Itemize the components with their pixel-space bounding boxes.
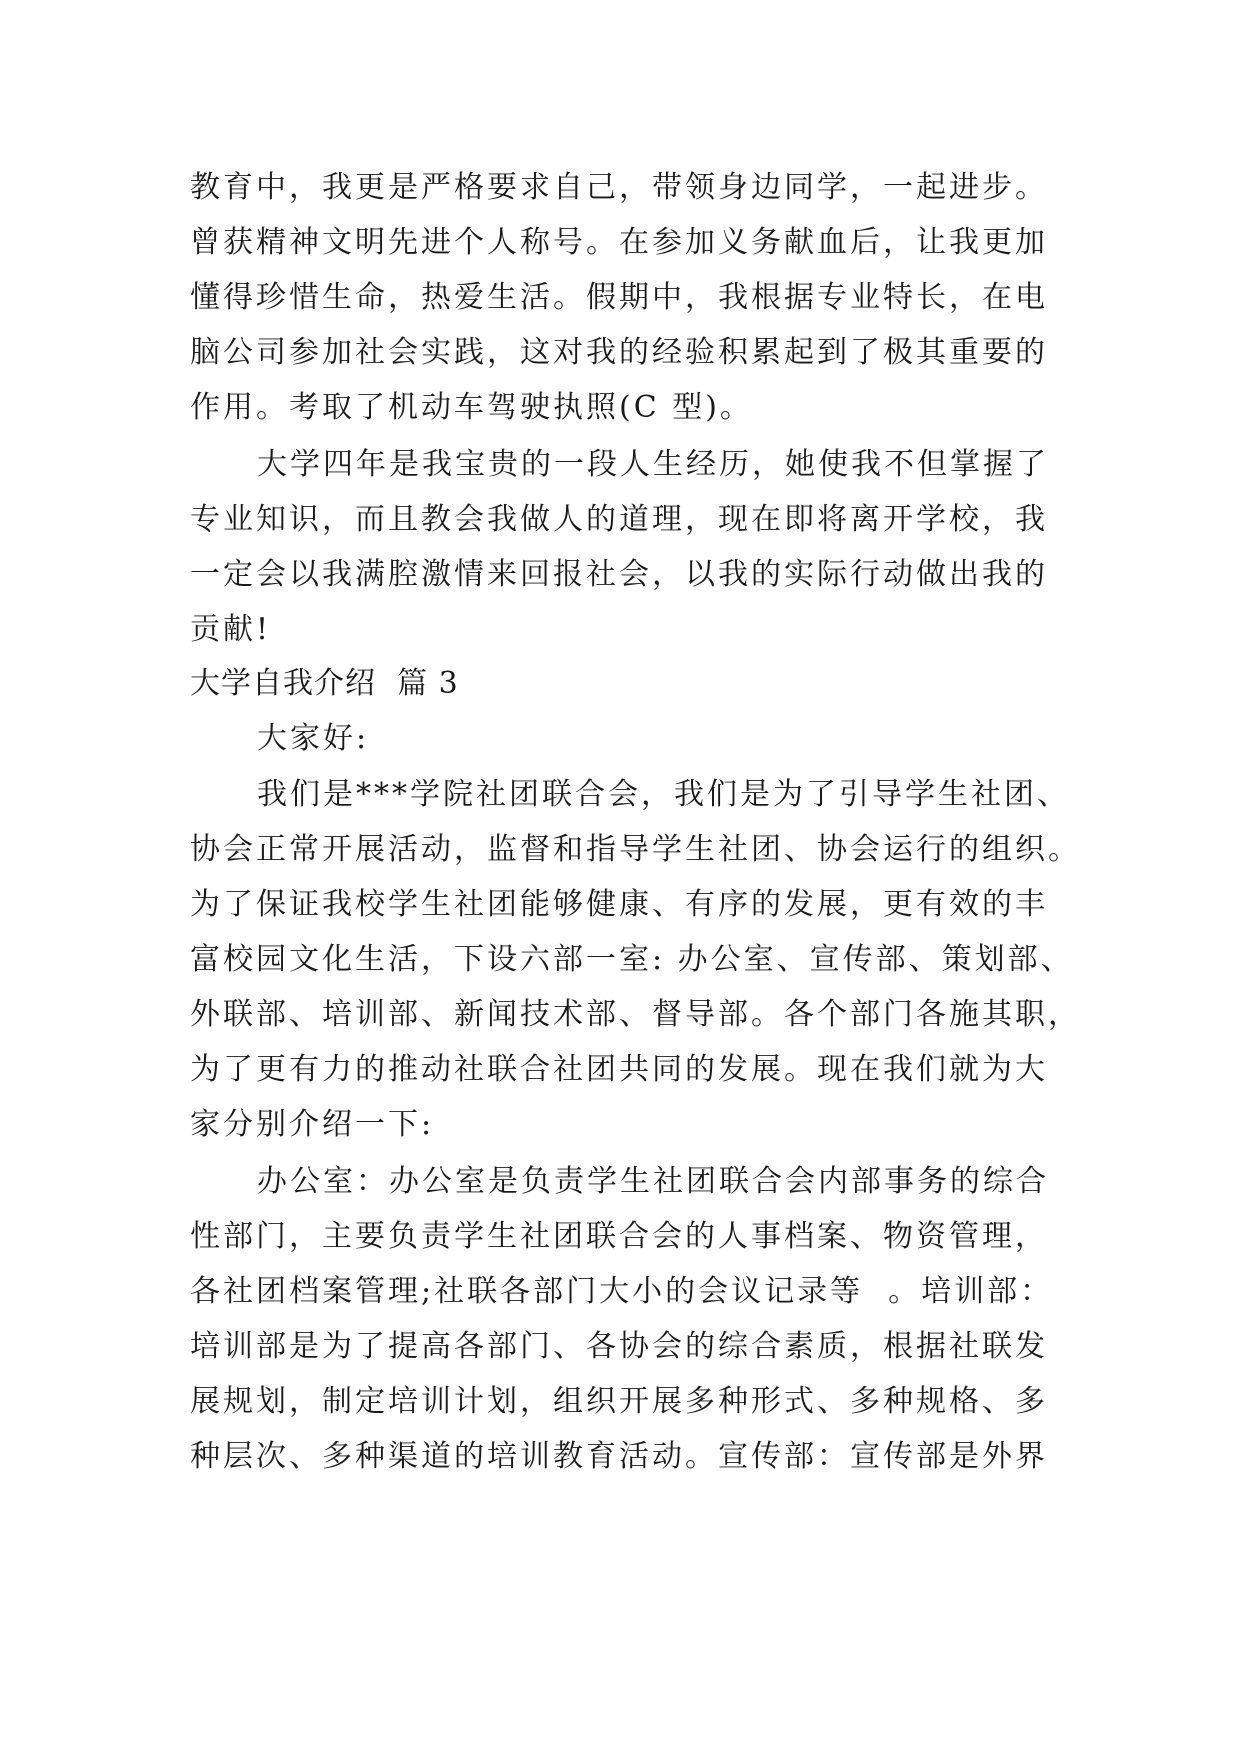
body-text-line: 展规划，制定培训计划，组织开展多种形式、多种规格、多 bbox=[190, 1384, 1048, 1419]
body-text-line: 为了保证我校学生社团能够健康、有序的发展，更有效的丰 bbox=[190, 887, 1048, 922]
body-text-line: 曾获精神文明先进个人称号。在参加义务献血后，让我更加 bbox=[190, 225, 1048, 260]
greeting: 大家好: bbox=[257, 721, 370, 756]
body-text-line: 培训部是为了提高各部门、各协会的综合素质，根据社联发 bbox=[190, 1329, 1048, 1364]
paragraph-first-line: 办公室：办公室是负责学生社团联合会内部事务的综合 bbox=[257, 1164, 1049, 1199]
body-text-line: 脑公司参加社会实践，这对我的经验积累起到了极其重要的 bbox=[190, 335, 1048, 370]
body-text-line: 一定会以我满腔激情来回报社会，以我的实际行动做出我的 bbox=[190, 557, 1048, 592]
body-text-line: 家分别介绍一下: bbox=[190, 1107, 435, 1142]
body-text-line: 贡献! bbox=[190, 612, 272, 647]
paragraph-first-line: 大学四年是我宝贵的一段人生经历，她使我不但掌握了 bbox=[257, 447, 1049, 482]
paragraph-first-line: 我们是***学院社团联合会，我们是为了引导学生社团、 bbox=[257, 777, 1070, 812]
body-text-line: 协会正常开展活动，监督和指导学生社团、协会运行的组织。 bbox=[190, 832, 1081, 867]
body-text-line: 教育中，我更是严格要求自己，带领身边同学，一起进步。 bbox=[190, 170, 1048, 205]
body-text-line: 富校园文化生活，下设六部一室: 办公室、宣传部、策划部、 bbox=[190, 942, 1074, 977]
body-text-line: 外联部、培训部、新闻技术部、督导部。各个部门各施其职， bbox=[190, 997, 1081, 1032]
body-text-line: 懂得珍惜生命，热爱生活。假期中，我根据专业特长，在电 bbox=[190, 280, 1048, 315]
body-text-line: 为了更有力的推动社联合社团共同的发展。现在我们就为大 bbox=[190, 1052, 1048, 1087]
body-text-line: 种层次、多种渠道的培训教育活动。宣传部：宣传部是外界 bbox=[190, 1439, 1048, 1474]
body-text-line: 专业知识，而且教会我做人的道理，现在即将离开学校，我 bbox=[190, 502, 1048, 537]
body-text-line: 性部门，主要负责学生社团联合会的人事档案、物资管理， bbox=[190, 1219, 1048, 1254]
body-text-line: 作用。考取了机动车驾驶执照(C 型)。 bbox=[190, 390, 753, 425]
section-heading: 大学自我介绍 篇 3 bbox=[190, 666, 459, 701]
body-text-line: 各社团档案管理;社联各部门大小的会议记录等 。培训部： bbox=[190, 1274, 1054, 1309]
